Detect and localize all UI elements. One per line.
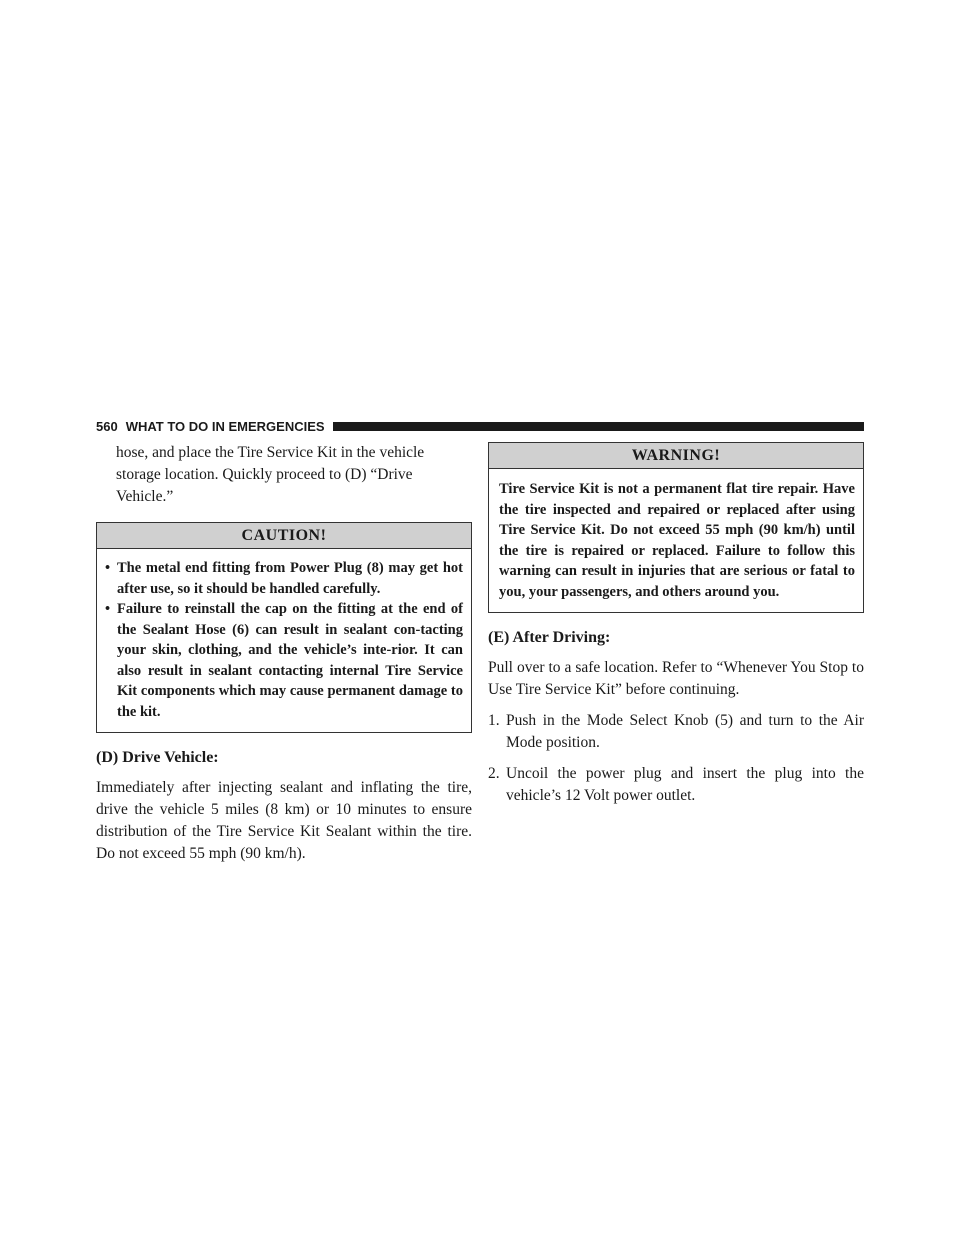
caution-item bbox=[105, 558, 463, 599]
step-number: 1. bbox=[488, 712, 500, 729]
drive-vehicle-heading: (D) Drive Vehicle: bbox=[96, 749, 219, 766]
step-item bbox=[488, 763, 864, 807]
header-rule bbox=[333, 422, 864, 431]
continued-paragraph: hose, and place the Tire Service Kit in the vehicle storage location. Quickly proceed to (D) “Drive Vehicle.” bbox=[116, 444, 425, 505]
warning-body: Tire Service Kit is not a permanent flat tire repair. Have the tire inspected and repaired or replaced after using Tire Service Kit. Do not exceed 55 mph (90 km/h) until the tire is repaired or replaced. Failure to follow this warning can result in injuries that are serious or fatal to you, your passengers, and others around you. bbox=[499, 481, 855, 600]
caution-title: CAUTION! bbox=[97, 523, 471, 549]
step-text: Uncoil the power plug and insert the plug into the vehicle’s 12 Volt power outlet. bbox=[506, 765, 864, 804]
bullet-icon: • bbox=[105, 601, 111, 617]
step-number: 2. bbox=[488, 765, 500, 782]
right-column bbox=[488, 442, 864, 807]
page-number: 560 bbox=[96, 418, 118, 434]
left-column bbox=[96, 442, 472, 865]
after-driving-heading: (E) After Driving: bbox=[488, 629, 611, 646]
step-item bbox=[488, 710, 864, 754]
drive-vehicle-paragraph: Immediately after injecting sealant and inflating the tire, drive the vehicle 5 miles (8 km) or 10 minutes to ensure distribution of the Tire Service Kit Sealant within the tire. Do not exceed 55 mph (90 km/h). bbox=[96, 779, 472, 862]
warning-title: WARNING! bbox=[489, 443, 863, 469]
caution-body bbox=[97, 549, 471, 732]
section-title: WHAT TO DO IN EMERGENCIES bbox=[125, 418, 325, 434]
step-text: Push in the Mode Select Knob (5) and turn to the Air Mode position. bbox=[506, 712, 864, 751]
caution-item-text: The metal end fitting from Power Plug (8) may get hot after use, so it should be handled carefully. bbox=[117, 560, 463, 597]
caution-item bbox=[105, 599, 463, 722]
warning-box bbox=[488, 442, 864, 613]
bullet-icon: • bbox=[105, 560, 111, 576]
caution-item-text: Failure to reinstall the cap on the fitting at the end of the Sealant Hose (6) can result in sealant con-tacting your skin, clothing, and the vehicle’s inte-rior. It can also result in sealant contacting internal Tire Service Kit components which may cause permanent damage to the kit. bbox=[117, 601, 463, 720]
page-header bbox=[96, 417, 864, 435]
caution-box bbox=[96, 522, 472, 733]
after-driving-paragraph: Pull over to a safe location. Refer to “Whenever You Stop to Use Tire Service Kit” before continuing. bbox=[488, 659, 864, 698]
